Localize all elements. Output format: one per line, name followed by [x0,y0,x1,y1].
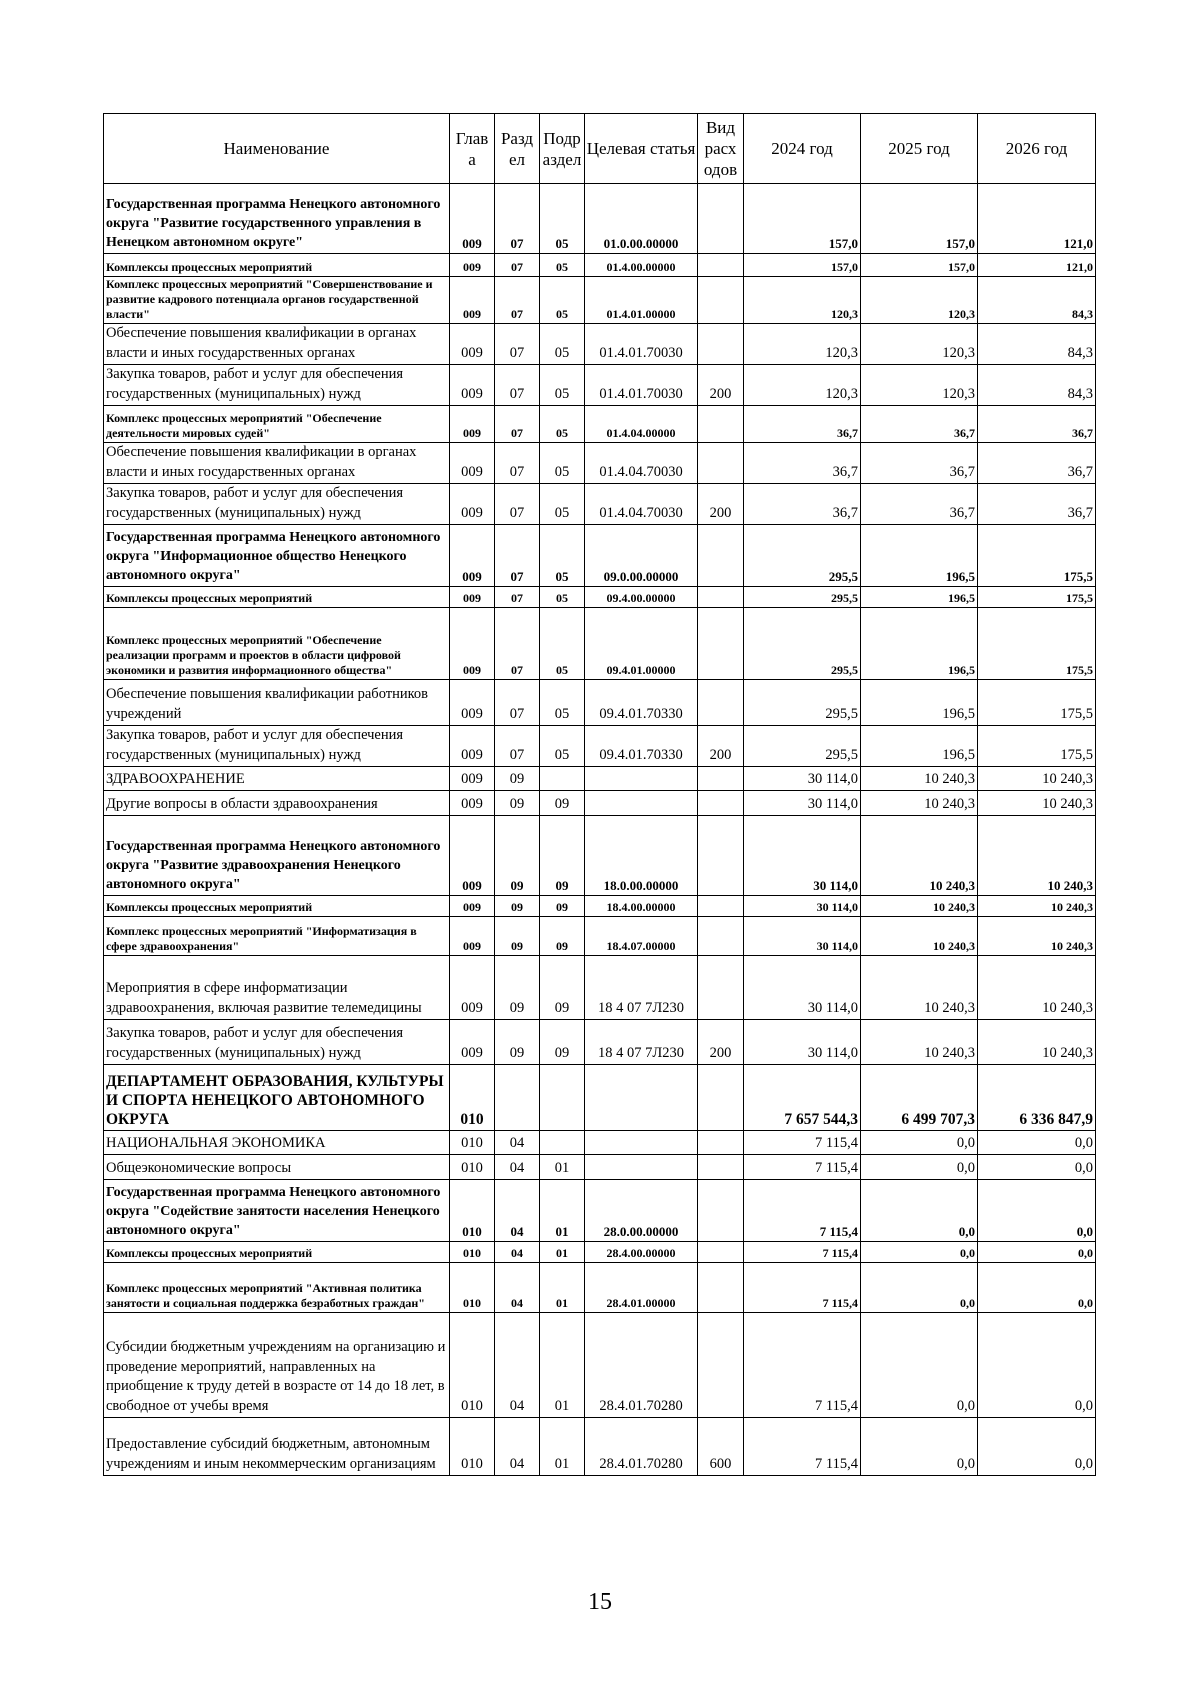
cell-name: Комплекс процессных мероприятий "Активная политика занятости и социальная поддержка безработных граждан" [104,1263,450,1313]
cell-vid-rashodov [698,816,744,896]
cell-2024: 157,0 [744,254,861,277]
table-row [104,525,1096,587]
cell-podrazdel: 09 [540,816,585,896]
cell-name: Государственная программа Ненецкого автономного округа "Содействие занятости населения Ненецкого автономного округа" [104,1180,450,1242]
table-row [104,443,1096,484]
cell-podrazdel: 09 [540,791,585,816]
table-row [104,406,1096,443]
cell-name: Государственная программа Ненецкого автономного округа "Развитие государственного управления в Ненецком автономном округе" [104,184,450,254]
cell-2026: 175,5 [978,608,1096,680]
cell-2026: 0,0 [978,1180,1096,1242]
cell-2024: 7 115,4 [744,1418,861,1476]
cell-vid-rashodov [698,184,744,254]
cell-vid-rashodov [698,587,744,608]
cell-2025: 196,5 [861,525,978,587]
table-row [104,917,1096,956]
cell-2026: 6 336 847,9 [978,1065,1096,1131]
cell-glava: 009 [450,184,495,254]
cell-glava: 009 [450,484,495,525]
cell-glava: 009 [450,1020,495,1065]
cell-glava: 009 [450,917,495,956]
cell-name: ДЕПАРТАМЕНТ ОБРАЗОВАНИЯ, КУЛЬТУРЫ И СПОРТА НЕНЕЦКОГО АВТОНОМНОГО ОКРУГА [104,1065,450,1131]
cell-razdel: 07 [495,525,540,587]
cell-glava: 009 [450,726,495,767]
cell-2025: 10 240,3 [861,896,978,917]
cell-2024: 120,3 [744,365,861,406]
cell-vid-rashodov [698,1313,744,1418]
table-row [104,956,1096,1020]
cell-vid-rashodov [698,443,744,484]
cell-glava: 010 [450,1313,495,1418]
cell-glava: 010 [450,1131,495,1155]
cell-2025: 36,7 [861,406,978,443]
cell-cel-statya: 28.0.00.00000 [585,1180,698,1242]
cell-razdel: 04 [495,1418,540,1476]
cell-glava: 009 [450,525,495,587]
cell-razdel: 07 [495,680,540,726]
cell-podrazdel: 05 [540,365,585,406]
cell-2024: 30 114,0 [744,1020,861,1065]
table-row [104,254,1096,277]
cell-2025: 0,0 [861,1180,978,1242]
cell-2024: 295,5 [744,726,861,767]
cell-name: Закупка товаров, работ и услуг для обеспечения государственных (муниципальных) нужд [104,484,450,525]
cell-glava: 009 [450,254,495,277]
header-razdel: Разд ел [495,114,540,184]
cell-podrazdel: 05 [540,680,585,726]
cell-glava: 010 [450,1263,495,1313]
cell-name: Обеспечение повышения квалификации в органах власти и иных государственных органах [104,324,450,365]
header-2026: 2026 год [978,114,1096,184]
cell-2025: 120,3 [861,365,978,406]
cell-podrazdel: 09 [540,917,585,956]
cell-razdel: 09 [495,956,540,1020]
cell-glava: 009 [450,816,495,896]
budget-table [103,113,1096,1476]
cell-cel-statya: 28.4.01.00000 [585,1263,698,1313]
cell-glava: 009 [450,277,495,324]
cell-cel-statya: 18 4 07 7Л230 [585,1020,698,1065]
cell-razdel: 04 [495,1313,540,1418]
cell-2024: 7 115,4 [744,1180,861,1242]
cell-2025: 10 240,3 [861,1020,978,1065]
cell-cel-statya: 01.4.04.00000 [585,406,698,443]
cell-cel-statya: 18.4.00.00000 [585,896,698,917]
table-row [104,1020,1096,1065]
cell-podrazdel: 01 [540,1155,585,1180]
cell-2026: 0,0 [978,1263,1096,1313]
cell-vid-rashodov [698,896,744,917]
cell-podrazdel: 01 [540,1242,585,1263]
cell-name: ЗДРАВООХРАНЕНИЕ [104,767,450,791]
cell-name: Закупка товаров, работ и услуг для обеспечения государственных (муниципальных) нужд [104,726,450,767]
table-header-row [104,114,1096,184]
table-row [104,484,1096,525]
cell-cel-statya: 18 4 07 7Л230 [585,956,698,1020]
cell-cel-statya: 18.0.00.00000 [585,816,698,896]
cell-2025: 157,0 [861,254,978,277]
cell-2024: 120,3 [744,324,861,365]
cell-razdel: 09 [495,791,540,816]
cell-2025: 10 240,3 [861,767,978,791]
cell-name: Комплекс процессных мероприятий "Обеспечение реализации программ и проектов в области цифровой экономики и развития информационного общества" [104,608,450,680]
cell-cel-statya [585,1155,698,1180]
cell-podrazdel: 05 [540,484,585,525]
cell-podrazdel: 01 [540,1263,585,1313]
cell-glava: 010 [450,1242,495,1263]
cell-2024: 36,7 [744,406,861,443]
cell-2025: 196,5 [861,680,978,726]
cell-2026: 0,0 [978,1242,1096,1263]
cell-2025: 0,0 [861,1313,978,1418]
cell-2026: 175,5 [978,680,1096,726]
cell-name: Закупка товаров, работ и услуг для обеспечения государственных (муниципальных) нужд [104,365,450,406]
cell-razdel: 09 [495,1020,540,1065]
cell-2026: 10 240,3 [978,896,1096,917]
cell-razdel: 07 [495,365,540,406]
cell-glava: 009 [450,324,495,365]
cell-2024: 36,7 [744,484,861,525]
cell-cel-statya: 09.4.00.00000 [585,587,698,608]
table-row [104,1180,1096,1242]
cell-name: Другие вопросы в области здравоохранения [104,791,450,816]
cell-name: Общеэкономические вопросы [104,1155,450,1180]
cell-vid-rashodov [698,917,744,956]
cell-podrazdel: 05 [540,726,585,767]
cell-podrazdel: 05 [540,184,585,254]
cell-2025: 36,7 [861,484,978,525]
cell-2025: 36,7 [861,443,978,484]
cell-2025: 10 240,3 [861,816,978,896]
cell-2025: 0,0 [861,1263,978,1313]
cell-vid-rashodov [698,1180,744,1242]
page-number: 15 [588,1589,612,1615]
cell-2026: 0,0 [978,1313,1096,1418]
cell-cel-statya: 01.4.01.70030 [585,324,698,365]
cell-podrazdel: 09 [540,896,585,917]
cell-glava: 009 [450,956,495,1020]
cell-2026: 121,0 [978,184,1096,254]
table-row [104,726,1096,767]
header-podrazdel: Подр аздел [540,114,585,184]
cell-2026: 10 240,3 [978,816,1096,896]
cell-2024: 30 114,0 [744,956,861,1020]
cell-2026: 0,0 [978,1418,1096,1476]
cell-name: Закупка товаров, работ и услуг для обеспечения государственных (муниципальных) нужд [104,1020,450,1065]
cell-vid-rashodov [698,277,744,324]
cell-2025: 196,5 [861,587,978,608]
cell-podrazdel: 09 [540,956,585,1020]
table-row [104,680,1096,726]
cell-2026: 10 240,3 [978,1020,1096,1065]
cell-2024: 36,7 [744,443,861,484]
cell-2024: 30 114,0 [744,896,861,917]
cell-razdel: 07 [495,587,540,608]
cell-podrazdel: 05 [540,406,585,443]
cell-cel-statya: 01.4.01.00000 [585,277,698,324]
table-body [104,184,1096,1476]
cell-2025: 120,3 [861,277,978,324]
cell-razdel: 07 [495,484,540,525]
cell-razdel: 09 [495,896,540,917]
cell-name: Комплекс процессных мероприятий "Информатизация в сфере здравоохранения" [104,917,450,956]
cell-cel-statya [585,767,698,791]
cell-razdel: 04 [495,1131,540,1155]
cell-cel-statya [585,1065,698,1131]
header-glava: Глав а [450,114,495,184]
table-row [104,767,1096,791]
cell-podrazdel: 05 [540,254,585,277]
cell-razdel: 07 [495,324,540,365]
cell-razdel: 04 [495,1155,540,1180]
cell-2025: 6 499 707,3 [861,1065,978,1131]
table-row [104,365,1096,406]
cell-vid-rashodov: 200 [698,484,744,525]
header-cel-statya: Целевая статья [585,114,698,184]
cell-2025: 196,5 [861,726,978,767]
cell-2024: 30 114,0 [744,816,861,896]
cell-2026: 84,3 [978,277,1096,324]
table-row [104,324,1096,365]
cell-razdel: 07 [495,406,540,443]
cell-2025: 157,0 [861,184,978,254]
cell-2026: 175,5 [978,587,1096,608]
cell-cel-statya: 01.4.04.70030 [585,484,698,525]
header-name: Наименование [104,114,450,184]
cell-podrazdel: 01 [540,1180,585,1242]
cell-2026: 0,0 [978,1155,1096,1180]
cell-podrazdel [540,1131,585,1155]
cell-2024: 295,5 [744,587,861,608]
cell-razdel: 04 [495,1242,540,1263]
cell-2024: 120,3 [744,277,861,324]
cell-2026: 0,0 [978,1131,1096,1155]
cell-vid-rashodov [698,254,744,277]
cell-podrazdel: 05 [540,277,585,324]
cell-cel-statya: 18.4.07.00000 [585,917,698,956]
cell-2026: 121,0 [978,254,1096,277]
cell-2025: 196,5 [861,608,978,680]
cell-vid-rashodov: 200 [698,1020,744,1065]
header-2025: 2025 год [861,114,978,184]
cell-podrazdel: 01 [540,1313,585,1418]
cell-vid-rashodov: 600 [698,1418,744,1476]
table-row [104,1418,1096,1476]
cell-2026: 36,7 [978,443,1096,484]
cell-vid-rashodov [698,791,744,816]
cell-cel-statya: 09.4.01.70330 [585,726,698,767]
cell-2025: 0,0 [861,1418,978,1476]
cell-name: Государственная программа Ненецкого автономного округа "Информационное общество Ненецкого автономного округа" [104,525,450,587]
cell-2025: 10 240,3 [861,917,978,956]
cell-vid-rashodov [698,680,744,726]
cell-2026: 84,3 [978,365,1096,406]
cell-razdel: 07 [495,184,540,254]
table-row [104,1263,1096,1313]
cell-glava: 009 [450,587,495,608]
cell-2025: 120,3 [861,324,978,365]
cell-name: Комплекс процессных мероприятий "Совершенствование и развитие кадрового потенциала органов государственной власти" [104,277,450,324]
cell-vid-rashodov [698,1263,744,1313]
cell-vid-rashodov [698,956,744,1020]
cell-vid-rashodov [698,1242,744,1263]
table-row [104,1065,1096,1131]
cell-2024: 7 115,4 [744,1242,861,1263]
cell-cel-statya: 01.4.00.00000 [585,254,698,277]
cell-2024: 7 115,4 [744,1263,861,1313]
cell-razdel: 09 [495,816,540,896]
cell-2025: 0,0 [861,1155,978,1180]
cell-podrazdel: 05 [540,324,585,365]
cell-vid-rashodov [698,1131,744,1155]
cell-glava: 010 [450,1418,495,1476]
cell-name: Мероприятия в сфере информатизации здравоохранения, включая развитие телемедицины [104,956,450,1020]
cell-podrazdel [540,1065,585,1131]
cell-name: Субсидии бюджетным учреждениям на организацию и проведение мероприятий, направленных на приобщение к труду детей в возрасте от 14 до 18 лет, в свободное от учебы время [104,1313,450,1418]
cell-cel-statya: 28.4.01.70280 [585,1418,698,1476]
cell-name: Государственная программа Ненецкого автономного округа "Развитие здравоохранения Ненецкого автономного округа" [104,816,450,896]
cell-cel-statya: 28.4.00.00000 [585,1242,698,1263]
cell-2024: 30 114,0 [744,917,861,956]
cell-glava: 010 [450,1065,495,1131]
cell-glava: 009 [450,767,495,791]
cell-vid-rashodov: 200 [698,365,744,406]
cell-name: Комплексы процессных мероприятий [104,1242,450,1263]
cell-2026: 84,3 [978,324,1096,365]
cell-name: Предоставление субсидий бюджетным, автономным учреждениям и иным некоммерческим организациям [104,1418,450,1476]
cell-name: Обеспечение повышения квалификации работников учреждений [104,680,450,726]
cell-2024: 295,5 [744,525,861,587]
cell-razdel: 07 [495,277,540,324]
cell-vid-rashodov [698,324,744,365]
cell-vid-rashodov [698,1065,744,1131]
cell-2024: 30 114,0 [744,767,861,791]
cell-2024: 157,0 [744,184,861,254]
cell-vid-rashodov [698,1155,744,1180]
cell-cel-statya: 01.4.04.70030 [585,443,698,484]
cell-razdel: 04 [495,1180,540,1242]
table-row [104,896,1096,917]
cell-cel-statya: 09.0.00.00000 [585,525,698,587]
cell-name: Комплексы процессных мероприятий [104,254,450,277]
cell-glava: 009 [450,443,495,484]
table-row [104,277,1096,324]
cell-2026: 10 240,3 [978,791,1096,816]
header-vid-rashodov: Вид расх одов [698,114,744,184]
cell-podrazdel: 01 [540,1418,585,1476]
cell-2024: 7 115,4 [744,1313,861,1418]
cell-podrazdel: 05 [540,608,585,680]
cell-vid-rashodov [698,406,744,443]
cell-glava: 010 [450,1155,495,1180]
cell-vid-rashodov: 200 [698,726,744,767]
cell-2026: 10 240,3 [978,956,1096,1020]
cell-2026: 175,5 [978,525,1096,587]
cell-2026: 10 240,3 [978,767,1096,791]
cell-2024: 7 657 544,3 [744,1065,861,1131]
cell-name: Комплексы процессных мероприятий [104,587,450,608]
cell-2026: 175,5 [978,726,1096,767]
cell-glava: 009 [450,365,495,406]
cell-name: Комплекс процессных мероприятий "Обеспечение деятельности мировых судей" [104,406,450,443]
cell-cel-statya: 01.4.01.70030 [585,365,698,406]
cell-name: Комплексы процессных мероприятий [104,896,450,917]
cell-vid-rashodov [698,525,744,587]
cell-2026: 36,7 [978,484,1096,525]
cell-podrazdel: 05 [540,587,585,608]
table-row [104,1313,1096,1418]
cell-2026: 10 240,3 [978,917,1096,956]
table-row [104,791,1096,816]
cell-name: Обеспечение повышения квалификации в органах власти и иных государственных органах [104,443,450,484]
cell-name: НАЦИОНАЛЬНАЯ ЭКОНОМИКА [104,1131,450,1155]
cell-glava: 009 [450,406,495,443]
cell-razdel: 09 [495,767,540,791]
cell-glava: 009 [450,608,495,680]
cell-glava: 009 [450,896,495,917]
table-row [104,816,1096,896]
cell-cel-statya [585,1131,698,1155]
cell-glava: 009 [450,791,495,816]
cell-razdel: 09 [495,917,540,956]
cell-razdel: 07 [495,726,540,767]
cell-razdel: 07 [495,443,540,484]
cell-2024: 295,5 [744,680,861,726]
cell-podrazdel: 05 [540,525,585,587]
cell-cel-statya: 01.0.00.00000 [585,184,698,254]
cell-glava: 009 [450,680,495,726]
cell-2024: 30 114,0 [744,791,861,816]
cell-razdel: 07 [495,608,540,680]
cell-2025: 0,0 [861,1131,978,1155]
table-row [104,1155,1096,1180]
cell-2025: 10 240,3 [861,791,978,816]
cell-2024: 7 115,4 [744,1155,861,1180]
table-row [104,1131,1096,1155]
cell-cel-statya: 09.4.01.00000 [585,608,698,680]
cell-razdel: 04 [495,1263,540,1313]
cell-cel-statya [585,791,698,816]
header-2024: 2024 год [744,114,861,184]
cell-razdel: 07 [495,254,540,277]
table-row [104,608,1096,680]
cell-podrazdel: 05 [540,443,585,484]
table-row [104,1242,1096,1263]
cell-2025: 10 240,3 [861,956,978,1020]
cell-2024: 295,5 [744,608,861,680]
cell-cel-statya: 28.4.01.70280 [585,1313,698,1418]
cell-podrazdel: 09 [540,1020,585,1065]
cell-vid-rashodov [698,608,744,680]
cell-2025: 0,0 [861,1242,978,1263]
table-row [104,587,1096,608]
cell-vid-rashodov [698,767,744,791]
cell-glava: 010 [450,1180,495,1242]
cell-2026: 36,7 [978,406,1096,443]
cell-2024: 7 115,4 [744,1131,861,1155]
table-row [104,184,1096,254]
cell-razdel [495,1065,540,1131]
cell-podrazdel [540,767,585,791]
cell-cel-statya: 09.4.01.70330 [585,680,698,726]
